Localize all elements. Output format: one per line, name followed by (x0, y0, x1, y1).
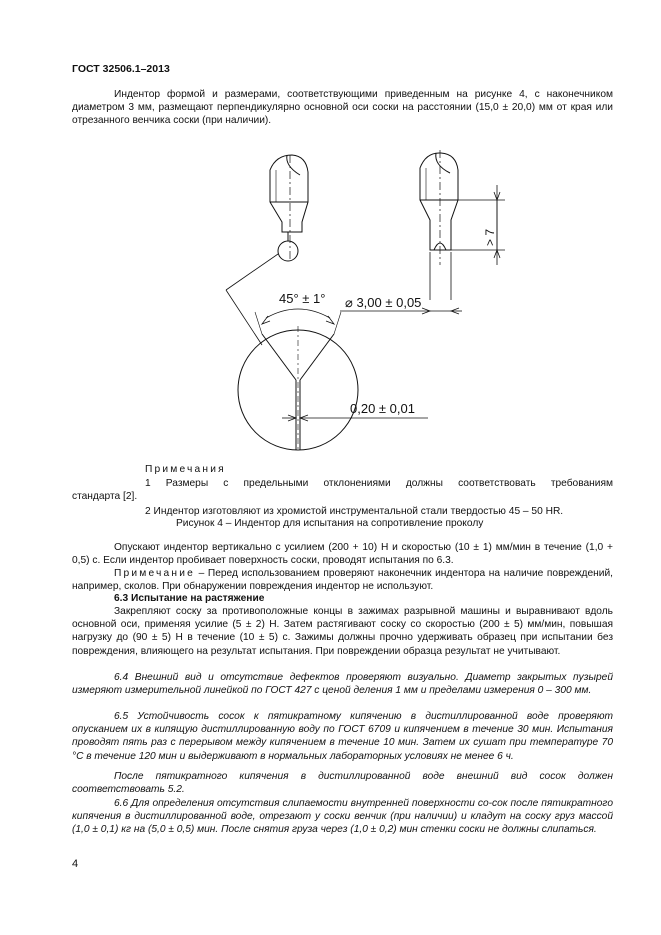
right-indenter-shape (340, 150, 505, 314)
inline-note-text: – Перед использованием проверяют наконечник индентора на наличие повреждений, например, сколов. При обнаружении повреждения индентор не используют. (72, 568, 613, 593)
diameter-dimension-label: ⌀ 3,00 ± 0,05 (345, 295, 422, 310)
note-1-line-1: 1 Размеры с предельными отклонениями должны соответствовать требованиям (145, 478, 613, 489)
inline-note-label: Примечание (114, 568, 195, 579)
paragraph-tensile-test: Закрепляют соску за противоположные концы в зажимах разрывной машины и выравнивают вдоль основной оси, применяя усилие (5 ± 2) Н. Затем растягивают соску со скоростью (200 ± 5) мм/мин, повышая нагрузку до (90 ± 5) Н в течение (10 ± 5) с. Зажимы должны прочно удерживать образец при испытании без повреждения, влияющего на результат испытания. При повреждении образца результат не учитывают. (72, 606, 613, 657)
page-number: 4 (72, 858, 79, 870)
inline-note (72, 567, 613, 593)
paragraph-after-boiling: После пятикратного кипячения в дистиллированной воде внешний вид сосок должен соответствовать 5.2. (72, 771, 613, 796)
paragraph-6-6: 6.6 Для определения отсутствия слипаемости внутренней поверхности со-сок после пятикратного кипячения в дистиллированной воде, отрезают у соски венчик (при наличии) и кладут на соску груз массой (1,0 ± 0,1) кг на (5,0 ± 0,5) мин. После снятия груза через (1,0 ± 0,2) мин стенки соски не должны слипаться. (72, 798, 613, 836)
leader-line (226, 254, 278, 290)
length-dimension-label: > 7 (483, 228, 497, 246)
note-2: 2 Индентор изготовляют из хромистой инструментальной стали твердостью 45 – 50 HR. (145, 506, 564, 517)
left-indenter-shape (270, 155, 308, 262)
paragraph-6-5: 6.5 Устойчивость сосок к пятикратному кипячению в дистиллированной воде проверяют опусканием их в кипящую дистиллированную воду по ГОСТ 6709 и кипячением в течение 30 мин. Испытания проводят пять раз с перерывом между кипячением в течение 10 мин. Затем их сушат при температуре 70 °С в течение 120 мин и выдерживают в нормальных лабораторных условиях не менее 6 ч. (72, 711, 613, 762)
detail-circle (238, 309, 428, 452)
intro-paragraph: Индентор формой и размерами, соответствующими приведенным на рисунке 4, с наконечником диаметром 3 мм, размещают перпендикулярно основной оси соски на расстоянии (15,0 ± 20,0) мм от края или отрезанного венчика соски (при наличии). (72, 89, 613, 127)
paragraph-lowering-indenter: Опускают индентор вертикально с усилием (200 + 10) Н и скоростью (10 ± 1) мм/мин в течение (1,0 + 0,5) с. Если индентор пробивает поверхность соски, проводят испытания по 6.3. (72, 542, 613, 567)
note-1-line-2: стандарта [2]. (72, 491, 138, 502)
section-title-6-3: 6.3 Испытание на растяжение (114, 593, 265, 604)
paragraph-6-4: 6.4 Внешний вид и отсутствие дефектов проверяют визуально. Диаметр закрытых пузырей измеряют измерительной линейкой по ГОСТ 427 с ценой деления 1 мм и пределами измерения 0 – 300 мм. (72, 672, 613, 697)
gap-dimension-label: 0,20 ± 0,01 (350, 401, 415, 416)
angle-dimension-label: 45° ± 1° (279, 291, 326, 306)
notes-heading: Примечания (145, 464, 226, 475)
figure-caption: Рисунок 4 – Индентор для испытания на сопротивление проколу (176, 518, 484, 529)
document-header: ГОСТ 32506.1–2013 (72, 63, 170, 75)
